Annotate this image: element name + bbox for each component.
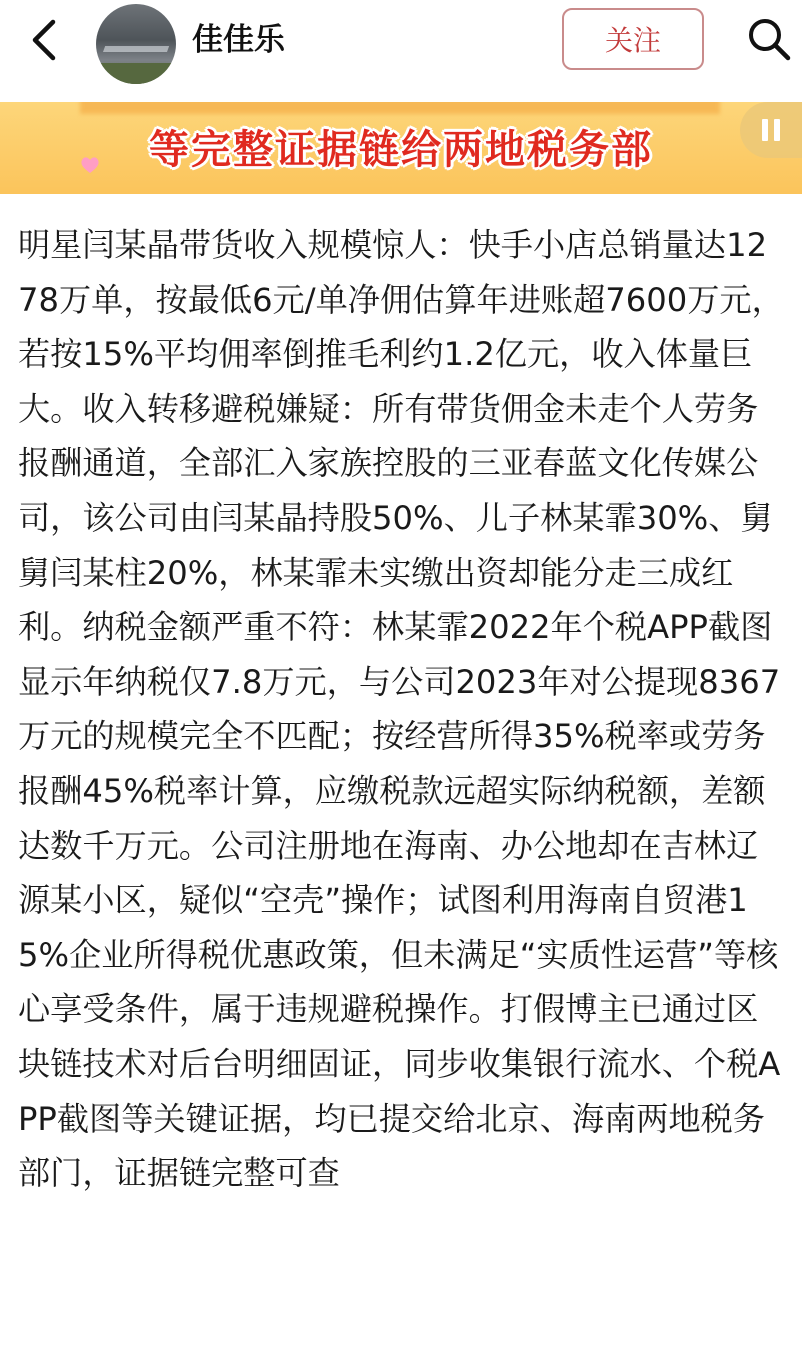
username[interactable]: 佳佳乐 (192, 22, 285, 58)
avatar[interactable] (96, 4, 176, 84)
search-button[interactable] (744, 14, 794, 64)
banner-top-strip (80, 102, 720, 114)
avatar-image-detail (103, 46, 169, 52)
chevron-left-icon (27, 18, 61, 62)
pause-button[interactable] (740, 102, 802, 158)
article-body: 明星闫某晶带货收入规模惊人：快手小店总销量达1278万单，按最低6元/单净佣估算年进账超7600万元，若按15%平均佣率倒推毛利约1.2亿元，收入体量巨大。收入转移避税嫌疑：所有带货佣金未走个人劳务报酬通道，全部汇入家族控股的三亚春蓝文化传媒公司，该公司由闫某晶持股50%、儿子林某霏30%、舅舅闫某柱20%，林某霏未实缴出资却能分走三成红利。纳税金额严重不符：林某霏2022年个税APP截图显示年纳税仅7.8万元，与公司2023年对公提现8367万元的规模完全不匹配；按经营所得35%税率或劳务报酬45%税率计算，应缴税款远超实际纳税额，差额达数千万元。公司注册地在海南、办公地却在吉林辽源某小区，疑似“空壳”操作；试图利用海南自贸港15%企业所得税优惠政策，但未满足“实质性运营”等核心享受条件，属于违规避税操作。打假博主已通过区块链技术对后台明细固证，同步收集银行流水、个税APP截图等关键证据，均已提交给北京、海南两地税务部门，证据链完整可查 (18, 226, 784, 1193)
follow-button[interactable]: 关注 (562, 8, 704, 70)
banner-caption: 等完整证据链给两地税务部 (149, 126, 653, 173)
avatar-image-ground (96, 63, 176, 84)
pause-icon (762, 119, 768, 141)
search-icon (746, 16, 792, 62)
back-button[interactable] (20, 16, 68, 64)
top-bar (0, 0, 802, 96)
heart-icon (80, 156, 100, 174)
video-banner[interactable] (0, 102, 802, 194)
pause-icon-bar (774, 119, 780, 141)
